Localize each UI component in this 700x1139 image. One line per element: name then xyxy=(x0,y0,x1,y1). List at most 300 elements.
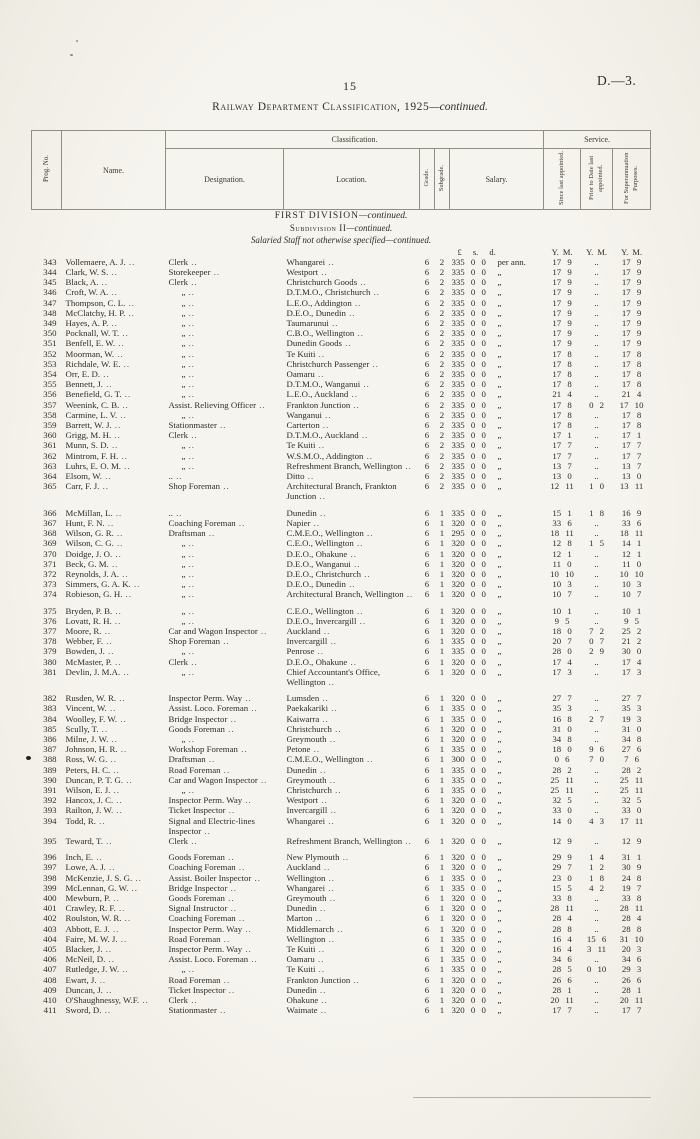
location-cell: Waimate .. xyxy=(284,1005,420,1015)
table-row xyxy=(32,934,651,944)
salary-cell: 320 0 0 „ xyxy=(451,605,502,616)
name-cell: Duncan, J. .. xyxy=(62,985,166,995)
location-cell: Wanganui .. xyxy=(284,410,420,420)
location-cell: D.E.O., Dunedin .. xyxy=(284,579,420,589)
service-since-cell: 17 9 xyxy=(552,318,572,329)
table-row xyxy=(32,954,651,964)
subgrade-cell: 1 xyxy=(439,733,445,744)
location-cell: Architectural Branch, Wellington .. xyxy=(284,589,420,599)
table-row xyxy=(32,569,651,579)
location-cell: Invercargill .. xyxy=(284,636,420,646)
subgrade-cell: 1 xyxy=(439,693,445,704)
service-prior-cell: .. xyxy=(594,318,599,329)
name-cell: Thompson, C. L. .. xyxy=(62,298,166,308)
designation-cell: Signal Instructor .. xyxy=(166,903,284,913)
grade-cell: 6 xyxy=(424,723,430,734)
service-super-cell: 33 8 xyxy=(621,893,642,903)
location-cell: C.B.O., Wellington .. xyxy=(284,328,420,338)
salary-cell: 320 0 0 „ xyxy=(451,995,502,1006)
name-cell: Hunt, F. N. .. xyxy=(62,518,166,528)
designation-cell: Car and Wagon Inspector .. xyxy=(166,775,284,785)
grade-cell: 6 xyxy=(424,440,430,451)
name-cell: Barrett, W. J. .. xyxy=(62,420,166,430)
table-row xyxy=(32,298,651,308)
salary-cell: 335 0 0 „ xyxy=(451,338,502,349)
designation-cell: Clerk .. xyxy=(166,430,284,440)
subgrade-cell: 1 xyxy=(439,517,445,528)
salary-cell: 320 0 0 „ xyxy=(451,625,502,636)
grade-cell: 6 xyxy=(424,933,430,944)
grade-cell: 6 xyxy=(424,995,430,1006)
subgrade-cell: 1 xyxy=(439,579,445,590)
designation-cell: „ .. xyxy=(166,785,284,795)
name-cell: Crawley, R. F. .. xyxy=(62,903,166,913)
service-prior-cell: 0 2 xyxy=(589,399,605,410)
service-prior-cell: .. xyxy=(594,923,599,934)
salary-cell: 320 0 0 „ xyxy=(451,589,502,600)
service-super-cell: 30 0 xyxy=(621,646,642,657)
service-prior-cell: .. xyxy=(594,615,599,626)
salary-cell: 335 0 0 „ xyxy=(451,882,502,893)
grade-cell: 6 xyxy=(424,287,430,298)
service-super-cell: 17 9 xyxy=(621,297,642,308)
grade-cell: 6 xyxy=(424,538,430,549)
designation-cell: Inspector Perm. Way .. xyxy=(166,687,284,703)
service-prior-cell: 4 2 xyxy=(589,882,605,893)
designation-cell: „ .. xyxy=(166,667,284,687)
service-prior-cell: .. xyxy=(594,328,599,339)
service-super-cell: 10 10 xyxy=(619,568,644,579)
row-number: 397 xyxy=(43,862,57,873)
service-since-cell: 17 9 xyxy=(552,287,572,298)
service-super-cell: 30 9 xyxy=(621,862,642,873)
service-super-cell: 17 11 xyxy=(619,815,644,826)
designation-cell: Coaching Foreman .. xyxy=(166,913,284,923)
service-since-cell: 18 0 xyxy=(552,744,572,755)
location-cell: Auckland .. xyxy=(284,862,420,872)
salary-cell: 335 0 0 „ xyxy=(451,297,502,308)
designation-cell: Clerk .. xyxy=(166,995,284,1005)
table-row xyxy=(32,846,651,862)
subgrade-cell: 1 xyxy=(439,795,445,806)
grade-cell: 6 xyxy=(424,954,430,965)
subgrade-cell: 2 xyxy=(439,338,445,349)
staff-note-continued: —continued. xyxy=(385,235,432,246)
service-prior-cell: .. xyxy=(594,795,599,806)
table-row xyxy=(32,765,651,775)
service-prior-cell: 3 11 xyxy=(587,944,607,955)
subgrade-cell: 2 xyxy=(439,358,445,369)
table-row xyxy=(32,328,651,338)
row-number: 405 xyxy=(43,944,57,955)
grade-cell: 6 xyxy=(424,568,430,579)
grade-cell: 6 xyxy=(424,430,430,441)
service-prior-cell: 4 3 xyxy=(589,815,605,826)
row-number: 398 xyxy=(43,872,57,883)
subdivision-continued: —continued. xyxy=(346,223,393,234)
location-cell: Chief Accountant's Office, Wellington .. xyxy=(284,667,420,687)
name-cell: Milne, J. W. .. xyxy=(62,734,166,744)
service-since-cell: 17 8 xyxy=(552,399,572,410)
col-header-subgrade: Subgrade. xyxy=(435,149,450,210)
service-prior-cell: .. xyxy=(594,297,599,308)
designation-cell: Assist. Relieving Officer .. xyxy=(166,400,284,410)
name-cell: Ewart, J. .. xyxy=(62,975,166,985)
location-cell: Dunedin .. xyxy=(284,903,420,913)
row-number: 399 xyxy=(43,882,57,893)
service-since-cell: 35 3 xyxy=(552,703,572,714)
service-prior-cell: .. xyxy=(594,579,599,590)
name-cell: Bennett, J. .. xyxy=(62,379,166,389)
service-super-cell: 28 4 xyxy=(621,913,642,924)
subgrade-cell: 2 xyxy=(439,379,445,390)
table-row xyxy=(32,805,651,815)
subgrade-cell: 1 xyxy=(439,872,445,883)
service-prior-cell: .. xyxy=(594,703,599,714)
row-number: 344 xyxy=(43,267,57,278)
section-staff-note xyxy=(32,234,651,246)
row-number: 391 xyxy=(43,784,57,795)
service-super-cell: 27 7 xyxy=(621,693,642,704)
row-number: 388 xyxy=(43,754,57,765)
subgrade-cell: 1 xyxy=(439,913,445,924)
service-since-cell: 17 7 xyxy=(552,450,572,461)
subgrade-cell: 1 xyxy=(439,1005,445,1016)
subgrade-cell: 2 xyxy=(439,399,445,410)
subgrade-cell: 2 xyxy=(439,471,445,482)
location-cell: Paekakariki .. xyxy=(284,703,420,713)
service-since-cell: 25 11 xyxy=(550,774,574,785)
grade-cell: 6 xyxy=(424,984,430,995)
service-prior-cell: .. xyxy=(594,666,599,677)
row-number: 376 xyxy=(43,615,57,626)
name-cell: Grigg, M. H. .. xyxy=(62,430,166,440)
salary-cell: 335 0 0 „ xyxy=(451,646,502,657)
page-title xyxy=(0,101,700,113)
service-prior-cell: .. xyxy=(594,267,599,278)
row-number: 351 xyxy=(43,338,57,349)
salary-cell: 320 0 0 „ xyxy=(451,517,502,528)
col-header-grade: Grade. xyxy=(420,149,435,210)
salary-cell: 335 0 0 „ xyxy=(451,954,502,965)
table-row xyxy=(32,349,651,359)
service-prior-cell: .. xyxy=(594,764,599,775)
service-since-cell: 17 9 xyxy=(552,297,572,308)
service-super-cell: 31 0 xyxy=(621,723,642,734)
subgrade-cell: 1 xyxy=(439,636,445,647)
name-cell: Roulston, W. R. .. xyxy=(62,913,166,923)
designation-cell: Ticket Inspector .. xyxy=(166,805,284,815)
grade-cell: 6 xyxy=(424,744,430,755)
designation-cell: Shop Foreman .. xyxy=(166,481,284,501)
location-cell: Dunedin .. xyxy=(284,502,420,518)
row-number: 396 xyxy=(43,852,57,863)
service-prior-cell: .. xyxy=(594,256,599,267)
grade-cell: 6 xyxy=(424,399,430,410)
service-since-cell: 23 0 xyxy=(552,872,572,883)
row-number: 403 xyxy=(43,923,57,934)
table-row xyxy=(32,836,651,846)
row-number: 367 xyxy=(43,517,57,528)
location-cell: Frankton Junction .. xyxy=(284,975,420,985)
designation-cell: Clerk .. xyxy=(166,257,284,267)
row-number: 401 xyxy=(43,903,57,914)
service-super-cell: 17 9 xyxy=(621,256,642,267)
service-super-cell: 32 5 xyxy=(621,795,642,806)
name-cell: Johnson, H. R. .. xyxy=(62,744,166,754)
subgrade-cell: 2 xyxy=(439,287,445,298)
row-number: 353 xyxy=(43,358,57,369)
location-cell: Petone .. xyxy=(284,744,420,754)
designation-cell: Shop Foreman .. xyxy=(166,636,284,646)
service-super-cell: 17 3 xyxy=(621,666,642,677)
table-row xyxy=(32,862,651,872)
table-row xyxy=(32,995,651,1005)
salary-cell: 320 0 0 „ xyxy=(451,733,502,744)
row-number: 386 xyxy=(43,733,57,744)
designation-cell: „ .. xyxy=(166,569,284,579)
designation-cell: Coaching Foreman .. xyxy=(166,862,284,872)
table-row xyxy=(32,1005,651,1015)
service-prior-cell: .. xyxy=(594,656,599,667)
col-header-salary: Salary. xyxy=(450,149,544,210)
col-group-classification: Classification. xyxy=(166,131,544,149)
salary-cell: 335 0 0 „ xyxy=(451,379,502,390)
location-cell: D.E.O., Wanganui .. xyxy=(284,559,420,569)
designation-cell: Inspector Perm. Way .. xyxy=(166,795,284,805)
service-super-cell: 33 0 xyxy=(621,805,642,816)
service-since-cell: 17 7 xyxy=(552,1005,572,1016)
subgrade-cell: 1 xyxy=(439,882,445,893)
service-super-cell: 17 10 xyxy=(619,399,644,410)
row-number: 378 xyxy=(43,636,57,647)
location-cell: Refreshment Branch, Wellington .. xyxy=(284,836,420,846)
table-header xyxy=(32,131,651,210)
salary-cell: 320 0 0 „ xyxy=(451,538,502,549)
designation-cell: „ .. xyxy=(166,379,284,389)
service-super-cell: 35 3 xyxy=(621,703,642,714)
table-row xyxy=(32,600,651,616)
division-heading: FIRST DIVISION xyxy=(274,211,360,221)
name-cell: Abbott, E. J. .. xyxy=(62,924,166,934)
division-continued: —continued. xyxy=(359,211,408,221)
service-since-cell: 34 8 xyxy=(552,733,572,744)
grade-cell: 6 xyxy=(424,764,430,775)
designation-cell: „ .. xyxy=(166,287,284,297)
table-row xyxy=(32,744,651,754)
designation-cell: „ .. xyxy=(166,451,284,461)
subgrade-cell: 1 xyxy=(439,558,445,569)
service-since-cell: 20 7 xyxy=(552,636,572,647)
service-since-cell: 17 1 xyxy=(552,430,572,441)
grade-cell: 6 xyxy=(424,923,430,934)
table-row xyxy=(32,287,651,297)
service-prior-cell: .. xyxy=(594,954,599,965)
location-cell: Whangarei .. xyxy=(284,816,420,836)
name-cell: McKenzie, J. S. G. .. xyxy=(62,873,166,883)
name-cell: Simmers, G. A. K. .. xyxy=(62,579,166,589)
row-number: 357 xyxy=(43,399,57,410)
service-since-cell: 0 6 xyxy=(554,754,570,765)
name-cell: Black, A. .. xyxy=(62,277,166,287)
salary-cell: 320 0 0 „ xyxy=(451,548,502,559)
designation-cell: Bridge Inspector .. xyxy=(166,714,284,724)
service-super-cell: 17 9 xyxy=(621,277,642,288)
row-number: 346 xyxy=(43,287,57,298)
row-number: 359 xyxy=(43,420,57,431)
service-super-cell: 13 0 xyxy=(621,471,642,482)
service-super-cell: 33 6 xyxy=(621,517,642,528)
row-number: 387 xyxy=(43,744,57,755)
service-super-cell: 17 4 xyxy=(621,656,642,667)
table-row xyxy=(32,277,651,287)
designation-cell: „ .. xyxy=(166,964,284,974)
service-units: Y. M. xyxy=(621,246,643,257)
subgrade-cell: 1 xyxy=(439,964,445,975)
name-cell: Richdale, W. E. .. xyxy=(62,359,166,369)
table-row xyxy=(32,338,651,348)
salary-cell: 335 0 0 „ xyxy=(451,277,502,288)
salary-cell: 335 0 0 „ xyxy=(451,409,502,420)
name-cell: Hancox, J. C. .. xyxy=(62,795,166,805)
salary-cell: 335 0 0 „ xyxy=(451,440,502,451)
designation-cell: Draftsman .. xyxy=(166,754,284,764)
salary-cell: 320 0 0 „ xyxy=(451,984,502,995)
subgrade-cell: 2 xyxy=(439,409,445,420)
table-row xyxy=(32,549,651,559)
salary-cell: 335 0 0 „ xyxy=(451,744,502,755)
row-number: 381 xyxy=(43,666,57,677)
location-cell: D.T.M.O., Auckland .. xyxy=(284,430,420,440)
name-cell: Munn, S. D. .. xyxy=(62,440,166,450)
designation-cell: „ .. xyxy=(166,389,284,399)
table-row xyxy=(32,775,651,785)
grade-cell: 6 xyxy=(424,862,430,873)
row-number: 362 xyxy=(43,450,57,461)
designation-cell: „ .. xyxy=(166,549,284,559)
subgrade-cell: 1 xyxy=(439,615,445,626)
location-cell: Christchurch Goods .. xyxy=(284,277,420,287)
grade-cell: 6 xyxy=(424,1005,430,1016)
service-prior-cell: .. xyxy=(594,568,599,579)
service-since-cell: 17 8 xyxy=(552,420,572,431)
service-since-cell: 13 7 xyxy=(552,460,572,471)
grade-cell: 6 xyxy=(424,713,430,724)
subgrade-cell: 1 xyxy=(439,646,445,657)
row-number: 407 xyxy=(43,964,57,975)
designation-cell: „ .. xyxy=(166,369,284,379)
service-prior-cell: 7 2 xyxy=(589,625,605,636)
service-since-cell: 17 3 xyxy=(552,666,572,677)
salary-cell: 335 0 0 „ xyxy=(451,933,502,944)
row-number: 382 xyxy=(43,693,57,704)
grade-cell: 6 xyxy=(424,420,430,431)
row-number: 368 xyxy=(43,528,57,539)
service-super-cell: 17 1 xyxy=(621,430,642,441)
row-number: 406 xyxy=(43,954,57,965)
service-prior-cell: 9 6 xyxy=(589,744,605,755)
salary-cell: 320 0 0 „ xyxy=(451,944,502,955)
location-cell: Ditto .. xyxy=(284,471,420,481)
service-since-cell: 17 8 xyxy=(552,348,572,359)
service-prior-cell: .. xyxy=(594,277,599,288)
subgrade-cell: 1 xyxy=(439,589,445,600)
name-cell: Lowe, A. J. .. xyxy=(62,862,166,872)
service-super-cell: 17 9 xyxy=(621,267,642,278)
service-super-cell: 29 3 xyxy=(621,964,642,975)
service-prior-cell: .. xyxy=(594,369,599,380)
row-number: 361 xyxy=(43,440,57,451)
grade-cell: 6 xyxy=(424,754,430,765)
grade-cell: 6 xyxy=(424,277,430,288)
service-prior-cell: 1 8 xyxy=(589,872,605,883)
table-row xyxy=(32,985,651,995)
location-cell: Christchurch Passenger .. xyxy=(284,359,420,369)
name-cell: Carmine, L. V. .. xyxy=(62,410,166,420)
col-header-name: Name. xyxy=(62,131,166,210)
service-since-cell: 25 11 xyxy=(550,784,574,795)
row-number: 348 xyxy=(43,307,57,318)
location-cell: Te Kuiti .. xyxy=(284,440,420,450)
service-since-cell: 16 4 xyxy=(552,944,572,955)
location-cell: Refreshment Branch, Wellington .. xyxy=(284,461,420,471)
service-super-cell: 18 11 xyxy=(619,528,644,539)
col-header-designation: Designation. xyxy=(166,149,284,210)
table-row xyxy=(32,461,651,471)
subgrade-cell: 1 xyxy=(439,713,445,724)
col-header-location: Location. xyxy=(284,149,420,210)
row-number: 352 xyxy=(43,348,57,359)
grade-cell: 6 xyxy=(424,471,430,482)
table-body xyxy=(32,210,651,1016)
salary-cell: 320 0 0 „ xyxy=(451,903,502,914)
location-cell: Dunedin .. xyxy=(284,765,420,775)
grade-cell: 6 xyxy=(424,548,430,559)
service-super-cell: 17 8 xyxy=(621,348,642,359)
grade-cell: 6 xyxy=(424,893,430,903)
grade-cell: 6 xyxy=(424,409,430,420)
col-header-superannuation: For Superannuation Purposes. xyxy=(613,149,651,210)
service-super-cell: 21 2 xyxy=(621,636,642,647)
service-units: Y. M. xyxy=(551,246,573,257)
service-prior-cell: 7 0 xyxy=(589,754,605,765)
service-super-cell: 17 7 xyxy=(621,1005,642,1016)
salary-cell: 320 0 0 „ xyxy=(451,974,502,985)
designation-cell: Inspector Perm. Way .. xyxy=(166,924,284,934)
service-since-cell: 29 9 xyxy=(552,852,572,863)
grade-cell: 6 xyxy=(424,528,430,539)
name-cell: Vincent, W. .. xyxy=(62,703,166,713)
row-number: 408 xyxy=(43,974,57,985)
salary-cell: 320 0 0 „ xyxy=(451,815,502,826)
service-super-cell: 13 11 xyxy=(619,481,644,492)
name-cell: Ross, W. G. .. xyxy=(62,754,166,764)
service-prior-cell: .. xyxy=(594,548,599,559)
row-number: 372 xyxy=(43,568,57,579)
name-cell: Todd, R. .. xyxy=(62,816,166,836)
salary-cell: 335 0 0 „ xyxy=(451,430,502,441)
designation-cell: Workshop Foreman .. xyxy=(166,744,284,754)
subgrade-cell: 1 xyxy=(439,744,445,755)
location-cell: Westport .. xyxy=(284,267,420,277)
table-row xyxy=(32,734,651,744)
salary-cell: 335 0 0 „ xyxy=(451,369,502,380)
table-row xyxy=(32,964,651,974)
header-group-row xyxy=(32,131,651,149)
service-since-cell: 12 9 xyxy=(552,835,572,846)
grade-cell: 6 xyxy=(424,507,430,518)
service-prior-cell: .. xyxy=(594,471,599,482)
